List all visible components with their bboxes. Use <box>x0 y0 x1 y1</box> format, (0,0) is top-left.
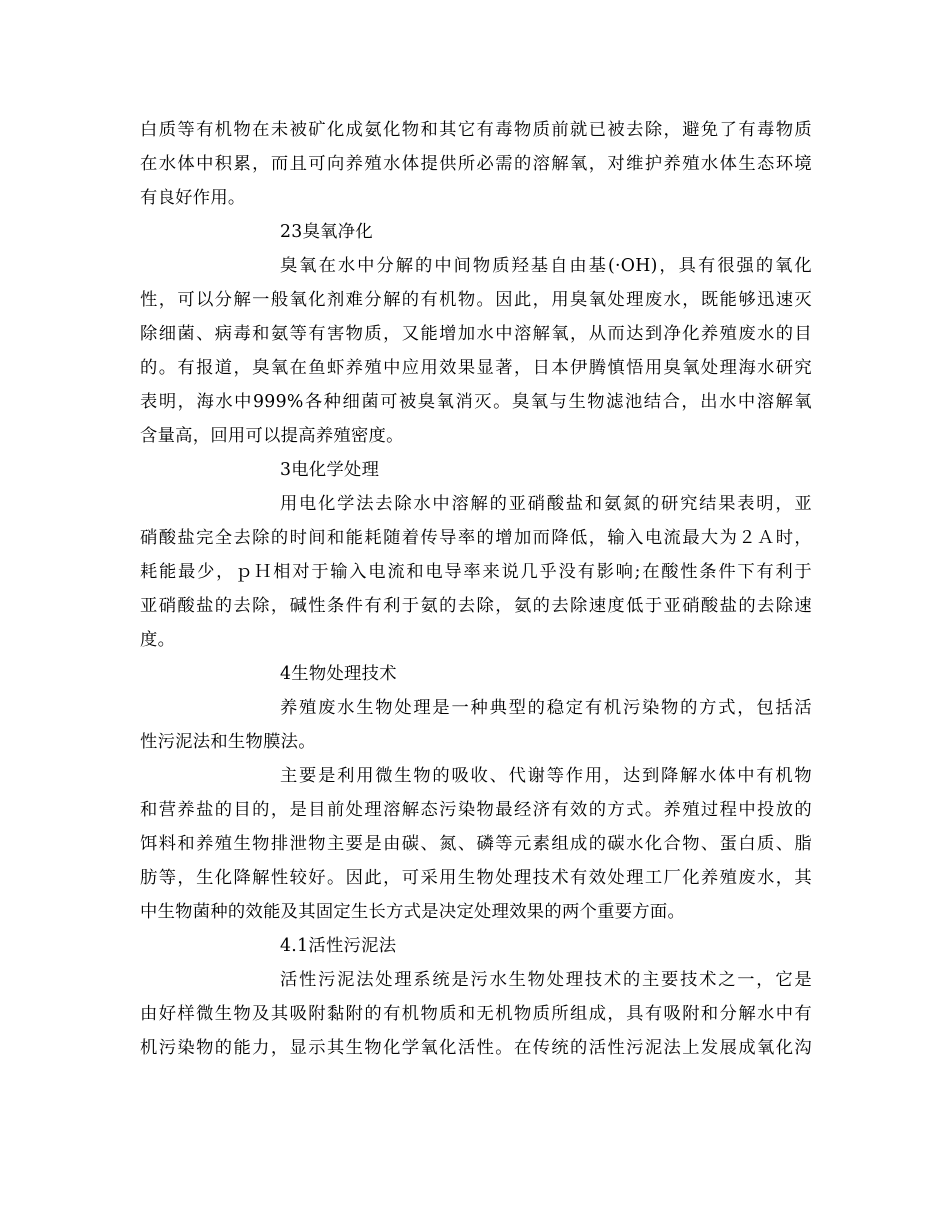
paragraph-line: 饵料和养殖生物排泄物主要是由碳、氮、磷等元素组成的碳水化合物、蛋白质、脂 <box>140 834 812 854</box>
paragraph-line: 由好样微生物及其吸附黏附的有机物质和无机物质所组成，具有吸附和分解水中有 <box>140 1004 812 1024</box>
paragraph-line: 和营养盐的目的，是目前处理溶解态污染物最经济有效的方式。养殖过程中投放的 <box>140 800 812 820</box>
document-body <box>140 113 812 1065</box>
paragraph-line: 活性污泥法处理系统是污水生物处理技术的主要技术之一，它是 <box>280 970 812 990</box>
section-heading: 4生物处理技术 <box>280 664 397 684</box>
paragraph-line: 含量高，回用可以提高养殖密度。 <box>140 426 404 446</box>
section-heading: 4.1活性污泥法 <box>280 936 397 956</box>
paragraph-line: 用电化学法去除水中溶解的亚硝酸盐和氨氮的研究结果表明，亚 <box>280 494 812 514</box>
paragraph-line: 养殖废水生物处理是一种典型的稳定有机污染物的方式，包括活 <box>280 698 812 718</box>
paragraph-line: 臭氧在水中分解的中间物质羟基自由基(·OH)，具有很强的氧化 <box>280 256 812 276</box>
paragraph-line: 表明，海水中999%各种细菌可被臭氧消灭。臭氧与生物滤池结合，出水中溶解氧 <box>140 392 812 412</box>
paragraph-line: 性污泥法和生物膜法。 <box>140 732 316 752</box>
paragraph-line: 亚硝酸盐的去除，碱性条件有利于氨的去除，氨的去除速度低于亚硝酸盐的去除速 <box>140 596 812 616</box>
paragraph-line: 的。有报道，臭氧在鱼虾养殖中应用效果显著，日本伊腾慎悟用臭氧处理海水研究 <box>140 358 812 378</box>
paragraph-line: 度。 <box>140 630 176 650</box>
paragraph-line: 主要是利用微生物的吸收、代谢等作用，达到降解水体中有机物 <box>280 766 812 786</box>
paragraph-line: 硝酸盐完全去除的时间和能耗随着传导率的增加而降低，输入电流最大为２Ａ时， <box>140 528 812 548</box>
paragraph-line: 除细菌、病毒和氨等有害物质，又能增加水中溶解氧，从而达到净化养殖废水的目 <box>140 324 812 344</box>
paragraph-line: 性，可以分解一般氧化剂难分解的有机物。因此，用臭氧处理废水，既能够迅速灭 <box>140 290 812 310</box>
paragraph-line: 白质等有机物在未被矿化成氨化物和其它有毒物质前就已被去除，避免了有毒物质 <box>140 120 812 140</box>
section-heading: 23臭氧净化 <box>280 222 373 242</box>
section-heading: 3电化学处理 <box>280 460 380 480</box>
paragraph-line: 机污染物的能力，显示其生物化学氧化活性。在传统的活性污泥法上发展成氧化沟 <box>140 1038 812 1058</box>
paragraph-line: 有良好作用。 <box>140 188 246 208</box>
paragraph-line: 在水体中积累，而且可向养殖水体提供所必需的溶解氧，对维护养殖水体生态环境 <box>140 154 812 174</box>
paragraph-line: 中生物菌种的效能及其固定生长方式是决定处理效果的两个重要方面。 <box>140 902 686 922</box>
paragraph-line: 耗能最少，ｐＨ相对于输入电流和电导率来说几乎没有影响;在酸性条件下有利于 <box>140 562 812 582</box>
paragraph-line: 肪等，生化降解性较好。因此，可采用生物处理技术有效处理工厂化养殖废水，其 <box>140 868 812 888</box>
